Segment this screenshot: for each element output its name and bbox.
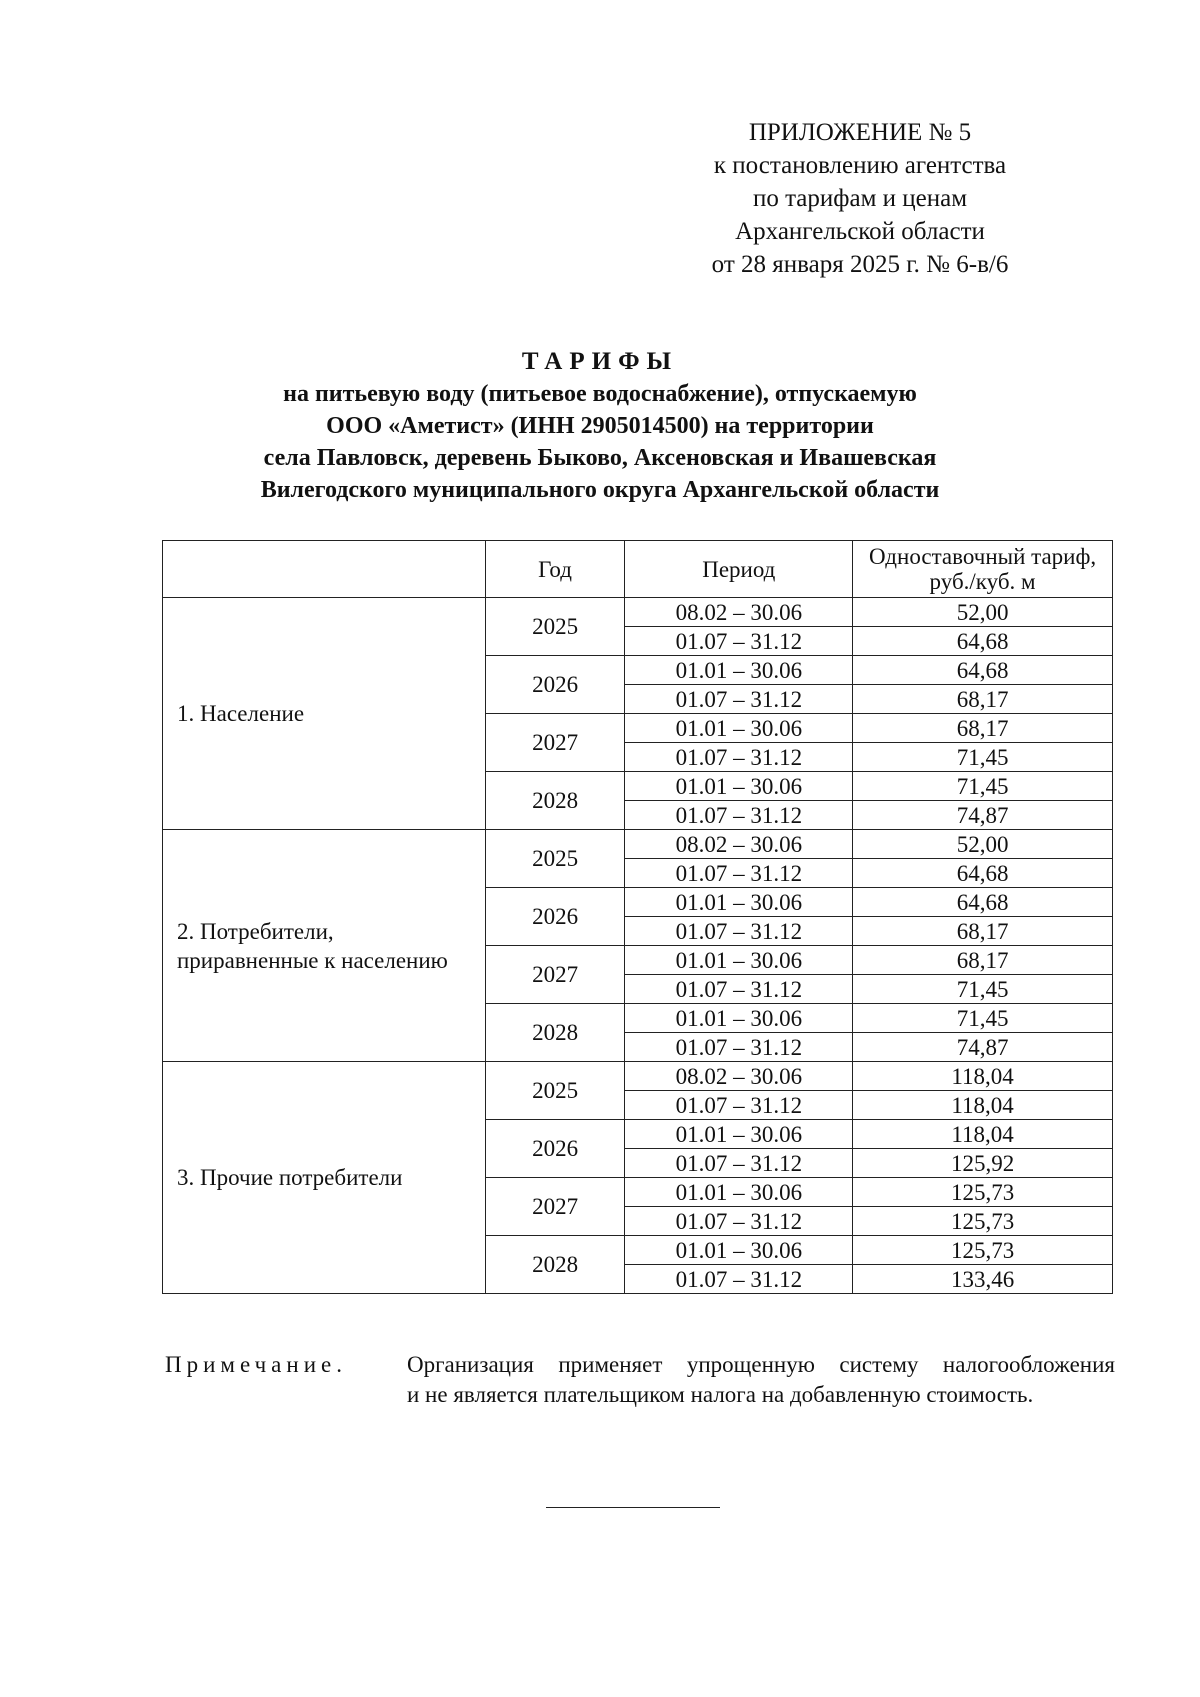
year-cell: 2027 (485, 714, 625, 772)
title-line: на питьевую воду (питьевое водоснабжение), отпускаемую (283, 381, 917, 407)
tariff-value-cell: 125,73 (853, 1236, 1113, 1265)
period-cell: 08.02 – 30.06 (625, 1062, 853, 1091)
title-line: ООО «Аметист» (ИНН 2905014500) на территории (326, 413, 874, 439)
closing-divider (546, 1507, 720, 1508)
tariff-value-cell: 64,68 (853, 859, 1113, 888)
period-cell: 01.07 – 31.12 (625, 1207, 853, 1236)
title-main: ТАРИФЫ (521, 348, 679, 375)
period-cell: 01.01 – 30.06 (625, 946, 853, 975)
tariff-value-cell: 125,73 (853, 1178, 1113, 1207)
tariff-value-cell: 52,00 (853, 830, 1113, 859)
tariff-value-cell: 68,17 (853, 685, 1113, 714)
tariff-value-cell: 64,68 (853, 656, 1113, 685)
tariff-value-cell: 125,92 (853, 1149, 1113, 1178)
title-line: села Павловск, деревень Быково, Аксеновская и Ивашевская (263, 445, 937, 471)
header-group (163, 541, 486, 598)
tariff-value-cell: 118,04 (853, 1120, 1113, 1149)
appendix-line: по тарифам и ценам (752, 185, 968, 212)
consumer-group: 1. Население (163, 598, 486, 830)
tariff-value-cell: 52,00 (853, 598, 1113, 627)
appendix-line: к постановлению агентства (713, 152, 1007, 179)
appendix-header (650, 116, 1070, 281)
year-cell: 2028 (485, 1004, 625, 1062)
header-tariff-line: руб./куб. м (929, 569, 1036, 594)
note-line: Организация применяет упрощенную систему налогообложения (407, 1352, 1115, 1377)
header-period: Период (625, 541, 853, 598)
note-line: и не является плательщиком налога на добавленную стоимость. (407, 1382, 1034, 1407)
period-cell: 01.07 – 31.12 (625, 743, 853, 772)
consumer-group: 3. Прочие потребители (163, 1062, 486, 1294)
header-tariff (853, 541, 1113, 598)
header-tariff-line: Одноставочный тариф, (869, 544, 1097, 569)
period-cell: 01.07 – 31.12 (625, 917, 853, 946)
tariff-value-cell: 71,45 (853, 975, 1113, 1004)
document-title (0, 346, 1200, 506)
period-cell: 01.07 – 31.12 (625, 859, 853, 888)
period-cell: 01.07 – 31.12 (625, 627, 853, 656)
table-header-row (163, 541, 1113, 598)
year-cell: 2025 (485, 830, 625, 888)
tariff-value-cell: 118,04 (853, 1091, 1113, 1120)
table-body (163, 598, 1113, 1294)
consumer-group: 2. Потребители, приравненные к населению (163, 830, 486, 1062)
year-cell: 2028 (485, 772, 625, 830)
tariff-value-cell: 71,45 (853, 743, 1113, 772)
tariff-value-cell: 71,45 (853, 772, 1113, 801)
period-cell: 01.01 – 30.06 (625, 888, 853, 917)
tariff-table (162, 540, 1113, 1294)
tariff-value-cell: 71,45 (853, 1004, 1113, 1033)
period-cell: 08.02 – 30.06 (625, 598, 853, 627)
note-label: Примечание. (165, 1352, 347, 1377)
year-cell: 2026 (485, 1120, 625, 1178)
year-cell: 2026 (485, 888, 625, 946)
period-cell: 01.07 – 31.12 (625, 1091, 853, 1120)
table-row (163, 598, 1113, 627)
year-cell: 2026 (485, 656, 625, 714)
year-cell: 2027 (485, 946, 625, 1004)
appendix-line: Архангельской области (735, 218, 985, 245)
appendix-line: ПРИЛОЖЕНИЕ № 5 (748, 119, 972, 146)
period-cell: 01.07 – 31.12 (625, 1265, 853, 1294)
table-row (163, 1062, 1113, 1091)
period-cell: 01.07 – 31.12 (625, 975, 853, 1004)
period-cell: 01.01 – 30.06 (625, 714, 853, 743)
tariff-value-cell: 68,17 (853, 917, 1113, 946)
year-cell: 2027 (485, 1178, 625, 1236)
period-cell: 08.02 – 30.06 (625, 830, 853, 859)
note-text (407, 1350, 1115, 1410)
tariff-value-cell: 64,68 (853, 627, 1113, 656)
period-cell: 01.07 – 31.12 (625, 1149, 853, 1178)
tariff-value-cell: 74,87 (853, 801, 1113, 830)
tariff-value-cell: 68,17 (853, 714, 1113, 743)
tariff-value-cell: 118,04 (853, 1062, 1113, 1091)
tariff-value-cell: 125,73 (853, 1207, 1113, 1236)
period-cell: 01.01 – 30.06 (625, 656, 853, 685)
title-line: Вилегодского муниципального округа Архангельской области (260, 477, 940, 503)
tariff-value-cell: 133,46 (853, 1265, 1113, 1294)
tariff-value-cell: 68,17 (853, 946, 1113, 975)
tariff-value-cell: 64,68 (853, 888, 1113, 917)
tariff-value-cell: 74,87 (853, 1033, 1113, 1062)
header-year: Год (485, 541, 625, 598)
period-cell: 01.01 – 30.06 (625, 1004, 853, 1033)
year-cell: 2025 (485, 1062, 625, 1120)
period-cell: 01.07 – 31.12 (625, 1033, 853, 1062)
period-cell: 01.01 – 30.06 (625, 1120, 853, 1149)
period-cell: 01.01 – 30.06 (625, 772, 853, 801)
year-cell: 2028 (485, 1236, 625, 1294)
period-cell: 01.07 – 31.12 (625, 801, 853, 830)
period-cell: 01.07 – 31.12 (625, 685, 853, 714)
year-cell: 2025 (485, 598, 625, 656)
appendix-line: от 28 января 2025 г. № 6-в/6 (711, 251, 1009, 278)
period-cell: 01.01 – 30.06 (625, 1178, 853, 1207)
table-row (163, 830, 1113, 859)
period-cell: 01.01 – 30.06 (625, 1236, 853, 1265)
